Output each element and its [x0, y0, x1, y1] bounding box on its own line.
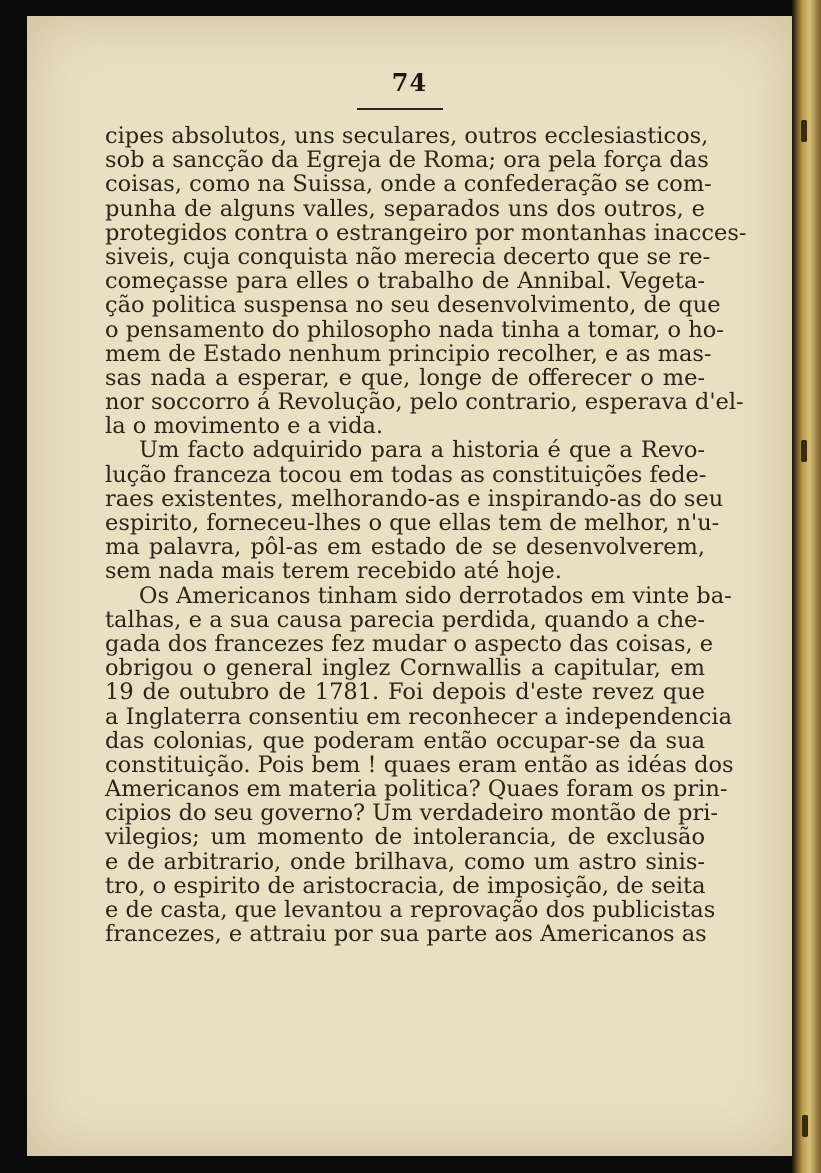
- text-line: o pensamento do philosopho nada tinha a tomar, o ho-: [105, 316, 724, 343]
- body-text: [105, 123, 747, 948]
- text-line: raes existentes, melhorando-as e inspirando-as do seu: [105, 485, 724, 512]
- text-line: espirito, forneceu-lhes o que ellas tem de melhor, n'u-: [105, 510, 720, 536]
- text-line: sob a sancção da Egreja de Roma; ora pela força das: [105, 147, 709, 174]
- text-line: lução franceza tocou em todas as constituições fede-: [105, 461, 707, 488]
- text-line: talhas, e a sua causa parecia perdida, quando a che-: [105, 606, 705, 633]
- text-line: constituição. Pois bem ! quaes eram então as idéas dos: [105, 751, 734, 778]
- text-line: começasse para elles o trabalho de Annibal. Vegeta-: [105, 268, 705, 295]
- text-line: 19 de outubro de 1781. Foi depois d'este revez que: [105, 679, 705, 706]
- text-line: Os Americanos tinham sido derrotados em vinte ba-: [139, 582, 732, 609]
- text-line: vilegios; um momento de intolerancia, de exclusão: [105, 824, 705, 851]
- text-line: ma palavra, pôl-as em estado de se desenvolverem,: [105, 534, 705, 561]
- header-rule: [357, 108, 443, 110]
- text-line: cipes absolutos, uns seculares, outros ecclesiasticos,: [105, 123, 709, 149]
- text-line: nor soccorro á Revolução, pelo contrario, esperava d'el-: [105, 389, 744, 416]
- text-line: sas nada a esperar, e que, longe de offerecer o me-: [105, 364, 705, 391]
- text-line: Americanos em materia politica? Quaes foram os prin-: [105, 776, 728, 803]
- edge-mark: [802, 1115, 808, 1137]
- text-line: la o movimento e a vida.: [105, 413, 384, 440]
- edge-mark: [801, 120, 807, 142]
- text-line: mem de Estado nenhum principio recolher, e as mas-: [105, 340, 712, 367]
- page-number: 74: [391, 68, 428, 97]
- text-line: cipios do seu governo? Um verdadeiro montão de pri-: [105, 800, 719, 827]
- text-line: obrigou o general inglez Cornwallis a capitular, em: [105, 655, 705, 682]
- book-page: [27, 16, 792, 1156]
- text-line: gada dos francezes fez mudar o aspecto das coisas, e: [105, 630, 714, 657]
- text-line: sem nada mais terem recebido até hoje.: [105, 558, 562, 585]
- edge-mark: [801, 440, 807, 462]
- text-line: tro, o espirito de aristocracia, de imposição, de seita: [105, 872, 706, 899]
- text-line: ção politica suspensa no seu desenvolvimento, de que: [105, 292, 721, 319]
- text-line: a Inglaterra consentiu em reconhecer a independencia: [105, 703, 733, 730]
- text-line: coisas, como na Suissa, onde a confederação se com-: [105, 171, 712, 198]
- text-line: siveis, cuja conquista não merecia decerto que se re-: [105, 243, 711, 270]
- text-line: das colonias, que poderam então occupar-se da sua: [105, 727, 705, 754]
- text-line: francezes, e attraiu por sua parte aos Americanos as: [105, 921, 707, 948]
- text-line: e de casta, que levantou a reprovação dos publicistas: [105, 897, 716, 923]
- text-line: Um facto adquirido para a historia é que a Revo-: [139, 437, 705, 464]
- text-line: punha de alguns valles, separados uns dos outros, e: [105, 195, 705, 222]
- adjacent-page-edge: [792, 0, 821, 1173]
- text-line: e de arbitrario, onde brilhava, como um astro sinis-: [105, 848, 705, 875]
- text-line: protegidos contra o estrangeiro por montanhas inacces-: [105, 219, 747, 246]
